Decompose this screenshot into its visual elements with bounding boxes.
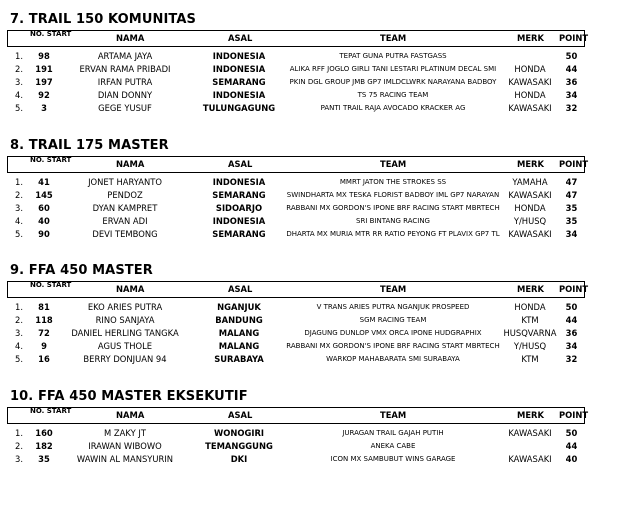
cell-team: MMRT JATON THE STROKES SS bbox=[339, 178, 447, 186]
header-nama: NAMA bbox=[116, 410, 145, 420]
header-nama: NAMA bbox=[116, 33, 145, 43]
cell-no: 35 bbox=[38, 454, 50, 464]
cell-team: WARKOP MAHABARATA SMI SURABAYA bbox=[326, 355, 460, 363]
cell-rank: 2. bbox=[15, 315, 23, 325]
cell-asal: INDONESIA bbox=[212, 90, 266, 100]
cell-nama: ARTAMA JAYA bbox=[97, 51, 153, 61]
cell-merk: KTM bbox=[521, 315, 539, 325]
cell-merk: KAWASAKI bbox=[508, 229, 552, 239]
header-asal: ASAL bbox=[228, 410, 253, 420]
cell-merk: KAWASAKI bbox=[508, 428, 552, 438]
cell-nama: ERVAN RAMA PRIBADI bbox=[79, 64, 171, 74]
cell-asal: SIDOARJO bbox=[215, 203, 263, 213]
cell-point: 50 bbox=[565, 51, 578, 61]
cell-team: TS 75 RACING TEAM bbox=[357, 91, 429, 99]
cell-asal: TEMANGGUNG bbox=[205, 441, 273, 451]
cell-asal: MALANG bbox=[218, 341, 260, 351]
section-title: 9. FFA 450 MASTER bbox=[10, 263, 153, 278]
header-no-start: NO. START bbox=[30, 407, 72, 415]
table-row bbox=[0, 189, 643, 202]
cell-asal: MALANG bbox=[218, 328, 260, 338]
header-point: POINT bbox=[559, 410, 589, 420]
table-row bbox=[0, 76, 643, 89]
cell-nama: IRAWAN WIBOWO bbox=[88, 441, 162, 451]
cell-asal: SEMARANG bbox=[212, 229, 266, 239]
table-row bbox=[0, 440, 643, 453]
cell-no: 90 bbox=[38, 229, 50, 239]
cell-team: ICON MX SAMBUBUT WINS GARAGE bbox=[330, 455, 456, 463]
results-rows bbox=[0, 50, 643, 115]
cell-point: 32 bbox=[565, 354, 578, 364]
cell-nama: IRFAN PUTRA bbox=[97, 77, 153, 87]
cell-team: SWINDHARTA MX TESKA FLORIST BADBOY IML GP7 NARAYAN bbox=[286, 191, 500, 199]
cell-nama: JONET HARYANTO bbox=[88, 177, 162, 187]
header-point: POINT bbox=[559, 33, 589, 43]
cell-rank: 1. bbox=[15, 428, 23, 438]
cell-no: 118 bbox=[35, 315, 53, 325]
cell-rank: 3. bbox=[15, 328, 23, 338]
cell-nama: M ZAKY JT bbox=[104, 428, 146, 438]
cell-no: 145 bbox=[35, 190, 53, 200]
cell-no: 60 bbox=[38, 203, 50, 213]
table-row bbox=[0, 314, 643, 327]
cell-nama: EKO ARIES PUTRA bbox=[87, 302, 163, 312]
header-no-start: NO. START bbox=[30, 281, 72, 289]
table-row bbox=[0, 202, 643, 215]
cell-rank: 2. bbox=[15, 64, 23, 74]
cell-point: 36 bbox=[565, 77, 578, 87]
cell-asal: INDONESIA bbox=[212, 216, 266, 226]
cell-point: 34 bbox=[565, 341, 578, 351]
cell-team: DHARTA MX MURIA MTR RR RATIO PEYONG FT PLAVIX GP7 TL bbox=[286, 230, 500, 238]
cell-team: RABBANI MX GORDON'S IPONE BRF RACING START MBRTECH bbox=[286, 204, 500, 212]
cell-nama: PENDOZ bbox=[107, 190, 143, 200]
cell-point: 44 bbox=[565, 315, 578, 325]
table-header bbox=[7, 281, 589, 298]
cell-rank: 1. bbox=[15, 177, 23, 187]
cell-point: 50 bbox=[565, 428, 578, 438]
cell-asal: DKI bbox=[230, 454, 248, 464]
table-header bbox=[7, 407, 589, 424]
header-no-start: NO. START bbox=[30, 156, 72, 164]
cell-merk: HUSQVARNA bbox=[503, 328, 557, 338]
cell-rank: 5. bbox=[15, 354, 23, 364]
table-row bbox=[0, 89, 643, 102]
cell-point: 32 bbox=[565, 103, 578, 113]
header-nama: NAMA bbox=[116, 284, 145, 294]
cell-merk: HONDA bbox=[514, 302, 546, 312]
section-title: 8. TRAIL 175 MASTER bbox=[10, 138, 169, 153]
cell-point: 35 bbox=[565, 216, 578, 226]
header-asal: ASAL bbox=[228, 284, 253, 294]
cell-rank: 4. bbox=[15, 341, 23, 351]
cell-rank: 5. bbox=[15, 229, 23, 239]
table-row bbox=[0, 301, 643, 314]
header-merk: MERK bbox=[517, 33, 544, 43]
section-title: 7. TRAIL 150 KOMUNITAS bbox=[10, 12, 196, 27]
cell-team: DJAGUNG DUNLOP VMX ORCA IPONE HUDGRAPHIX bbox=[304, 329, 482, 337]
cell-asal: SEMARANG bbox=[212, 77, 266, 87]
cell-merk: KAWASAKI bbox=[508, 190, 552, 200]
results-rows bbox=[0, 176, 643, 241]
table-row bbox=[0, 340, 643, 353]
cell-rank: 3. bbox=[15, 77, 23, 87]
cell-team: ALIKA RFF JOGLO GIRLI TANI LESTARI PLATINUM DECAL SMI bbox=[289, 65, 497, 73]
table-row bbox=[0, 327, 643, 340]
cell-nama: AGUS THOLE bbox=[97, 341, 153, 351]
table-row bbox=[0, 176, 643, 189]
cell-point: 34 bbox=[565, 90, 578, 100]
cell-nama: RINO SANJAYA bbox=[95, 315, 155, 325]
cell-merk: KAWASAKI bbox=[508, 103, 552, 113]
cell-nama: DIAN DONNY bbox=[97, 90, 153, 100]
cell-nama: GEGE YUSUF bbox=[98, 103, 152, 113]
cell-rank: 3. bbox=[15, 454, 23, 464]
cell-team: V TRANS ARIES PUTRA NGANJUK PROSPEED bbox=[316, 303, 470, 311]
cell-rank: 5. bbox=[15, 103, 23, 113]
cell-point: 47 bbox=[565, 190, 578, 200]
cell-asal: INDONESIA bbox=[212, 51, 266, 61]
table-row bbox=[0, 102, 643, 115]
cell-asal: INDONESIA bbox=[212, 177, 266, 187]
cell-nama: ERVAN ADI bbox=[102, 216, 148, 226]
cell-rank: 1. bbox=[15, 302, 23, 312]
cell-no: 98 bbox=[38, 51, 50, 61]
cell-rank: 2. bbox=[15, 190, 23, 200]
cell-merk: Y/HUSQ bbox=[513, 216, 547, 226]
cell-no: 197 bbox=[35, 77, 53, 87]
cell-nama: BERRY DONJUAN 94 bbox=[83, 354, 167, 364]
cell-team: PKIN DGL GROUP JMB GP7 IMLDCLWRK NARAYANA BADBOY bbox=[289, 78, 497, 86]
cell-no: 40 bbox=[38, 216, 50, 226]
cell-rank: 3. bbox=[15, 203, 23, 213]
header-team: TEAM bbox=[380, 159, 407, 169]
cell-no: 160 bbox=[35, 428, 53, 438]
cell-no: 182 bbox=[35, 441, 53, 451]
cell-point: 35 bbox=[565, 203, 578, 213]
cell-no: 41 bbox=[38, 177, 50, 187]
header-merk: MERK bbox=[517, 410, 544, 420]
cell-asal: TULUNGAGUNG bbox=[202, 103, 276, 113]
cell-asal: INDONESIA bbox=[212, 64, 266, 74]
cell-rank: 4. bbox=[15, 90, 23, 100]
cell-merk: HONDA bbox=[514, 203, 546, 213]
table-row bbox=[0, 353, 643, 366]
results-rows bbox=[0, 427, 643, 466]
section-title: 10. FFA 450 MASTER EKSEKUTIF bbox=[10, 389, 248, 404]
cell-point: 40 bbox=[565, 454, 578, 464]
cell-asal: WONOGIRI bbox=[213, 428, 265, 438]
cell-point: 44 bbox=[565, 64, 578, 74]
cell-team: PANTI TRAIL RAJA AVOCADO KRACKER AG bbox=[320, 104, 466, 112]
cell-team: ANEKA CABE bbox=[370, 442, 416, 450]
cell-nama: DANIEL HERLING TANGKA bbox=[71, 328, 179, 338]
cell-asal: SURABAYA bbox=[214, 354, 264, 364]
header-team: TEAM bbox=[380, 410, 407, 420]
cell-no: 81 bbox=[38, 302, 50, 312]
table-row bbox=[0, 215, 643, 228]
cell-no: 3 bbox=[41, 103, 47, 113]
cell-point: 36 bbox=[565, 328, 578, 338]
cell-nama: DYAN KAMPRET bbox=[92, 203, 158, 213]
header-team: TEAM bbox=[380, 33, 407, 43]
table-row bbox=[0, 453, 643, 466]
table-row bbox=[0, 50, 643, 63]
table-header bbox=[7, 156, 589, 173]
table-row bbox=[0, 427, 643, 440]
table-header bbox=[7, 30, 589, 47]
header-merk: MERK bbox=[517, 159, 544, 169]
cell-point: 44 bbox=[565, 441, 578, 451]
cell-rank: 1. bbox=[15, 51, 23, 61]
header-nama: NAMA bbox=[116, 159, 145, 169]
cell-merk: YAMAHA bbox=[512, 177, 548, 187]
results-rows bbox=[0, 301, 643, 366]
cell-merk: KAWASAKI bbox=[508, 77, 552, 87]
header-no-start: NO. START bbox=[30, 30, 72, 38]
cell-merk: HONDA bbox=[514, 64, 546, 74]
cell-rank: 4. bbox=[15, 216, 23, 226]
header-team: TEAM bbox=[380, 284, 407, 294]
cell-asal: SEMARANG bbox=[212, 190, 266, 200]
header-merk: MERK bbox=[517, 284, 544, 294]
cell-team: SGM RACING TEAM bbox=[359, 316, 427, 324]
cell-team: RABBANI MX GORDON'S IPONE BRF RACING START MBRTECH bbox=[286, 342, 500, 350]
cell-merk: KAWASAKI bbox=[508, 454, 552, 464]
cell-point: 50 bbox=[565, 302, 578, 312]
cell-no: 72 bbox=[38, 328, 50, 338]
cell-merk: HONDA bbox=[514, 90, 546, 100]
cell-merk: Y/HUSQ bbox=[513, 341, 547, 351]
cell-asal: NGANJUK bbox=[217, 302, 261, 312]
table-row bbox=[0, 228, 643, 241]
header-point: POINT bbox=[559, 284, 589, 294]
cell-team: JURAGAN TRAIL GAJAH PUTIH bbox=[342, 429, 444, 437]
table-row bbox=[0, 63, 643, 76]
cell-no: 191 bbox=[35, 64, 53, 74]
header-asal: ASAL bbox=[228, 159, 253, 169]
header-point: POINT bbox=[559, 159, 589, 169]
cell-no: 9 bbox=[41, 341, 47, 351]
cell-asal: BANDUNG bbox=[215, 315, 263, 325]
cell-team: SRI BINTANG RACING bbox=[356, 217, 430, 225]
cell-no: 92 bbox=[38, 90, 50, 100]
cell-nama: WAWIN AL MANSYURIN bbox=[76, 454, 174, 464]
cell-merk: KTM bbox=[521, 354, 539, 364]
cell-point: 34 bbox=[565, 229, 578, 239]
header-asal: ASAL bbox=[228, 33, 253, 43]
cell-nama: DEVI TEMBONG bbox=[92, 229, 158, 239]
cell-team: TEPAT GUNA PUTRA FASTGASS bbox=[339, 52, 447, 60]
cell-rank: 2. bbox=[15, 441, 23, 451]
cell-point: 47 bbox=[565, 177, 578, 187]
cell-no: 16 bbox=[38, 354, 50, 364]
